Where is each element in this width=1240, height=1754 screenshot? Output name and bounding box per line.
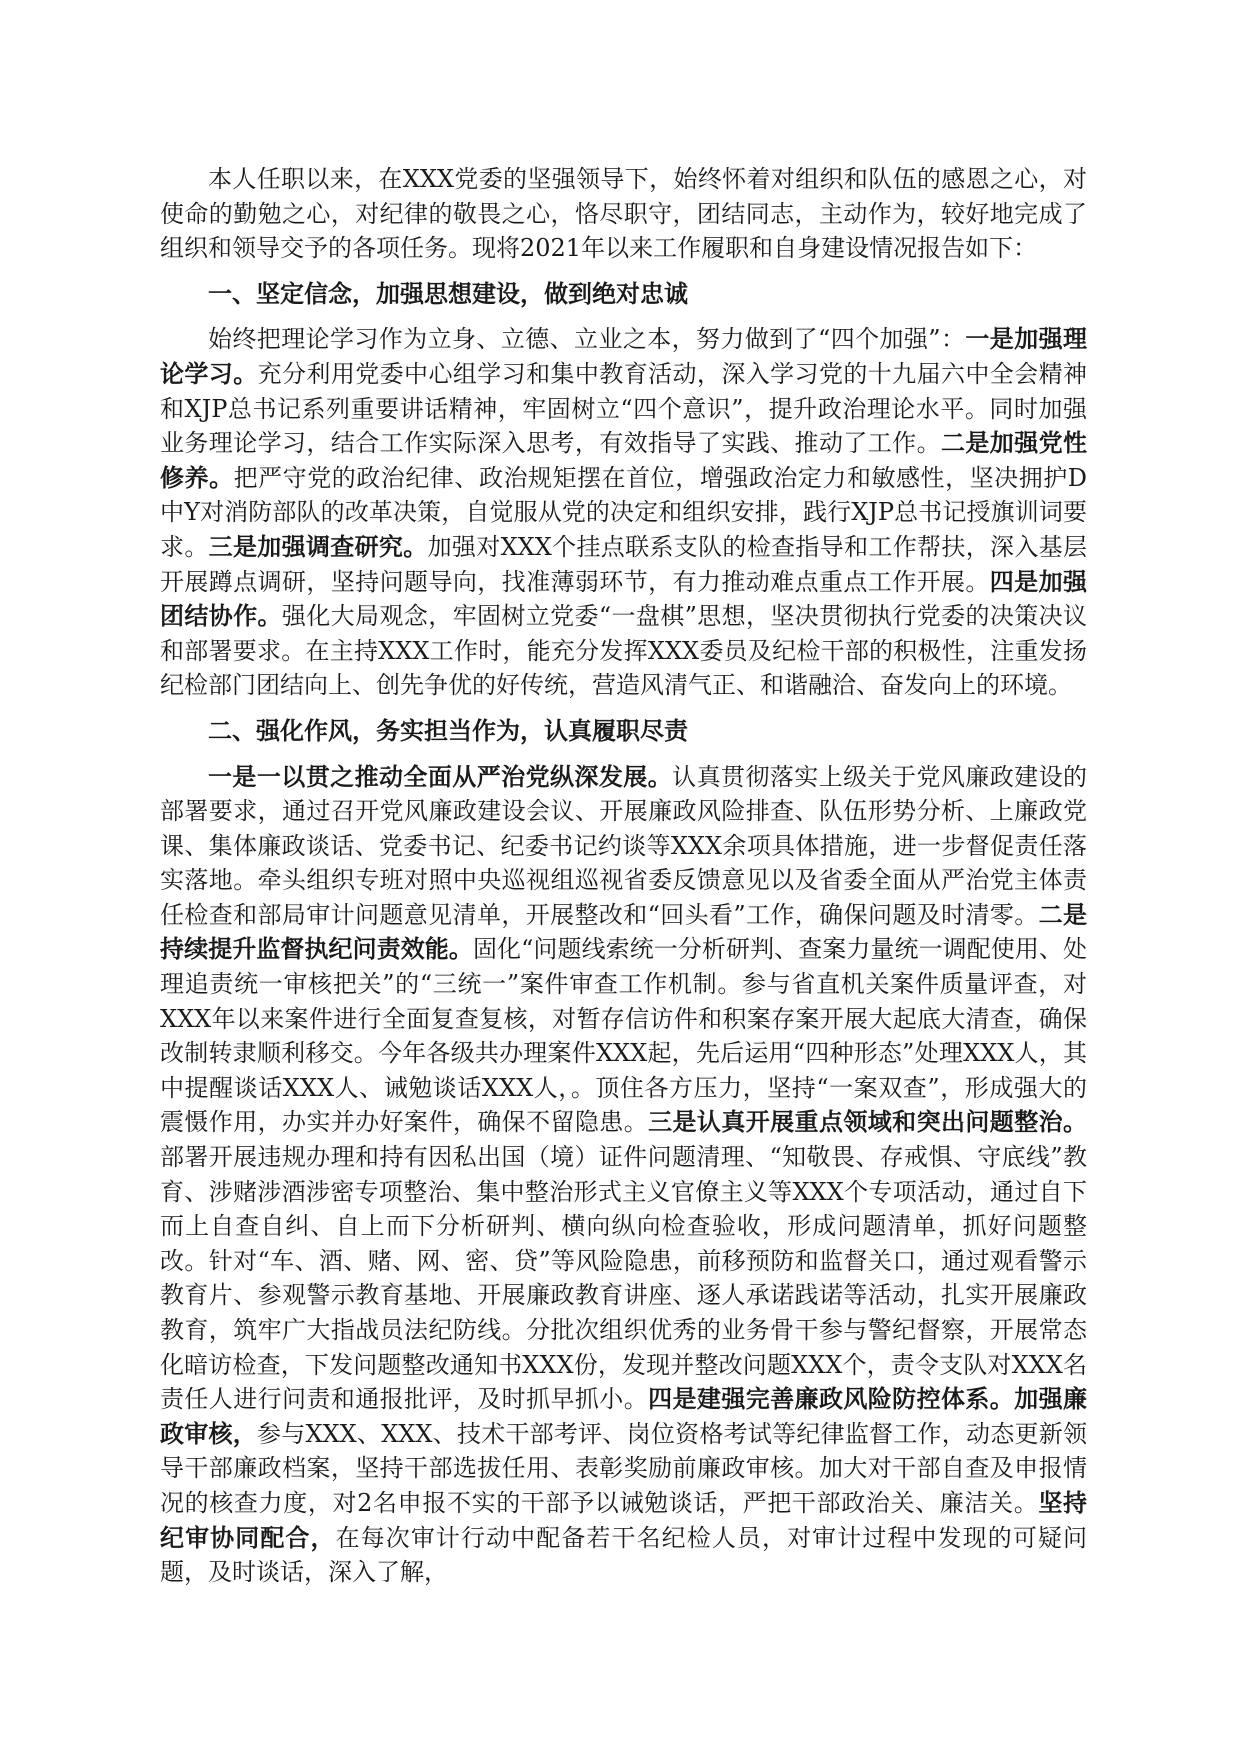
section-2-point-3-title: 三是认真开展重点领域和突出问题整治。 [648,1107,1088,1137]
section-1-point-3-title: 三是加强调查研究。 [208,531,428,561]
document-page [160,162,1087,1590]
section-1-point-4-text: 强化大局观念，牢固树立党委“一盘棋”思想，坚决贯彻执行党委的决策决议和部署要求。在主持XXX工作时，能充分发挥XXX委员及纪检干部的积极性，注重发扬纪检部门团结向上、创先争优的好传统，营造风清气正、和谐融洽、奋发向上的环境。 [160,602,1087,700]
section-2-point-3-text: 部署开展违规办理和持有因私出国（境）证件问题清理、“知敬畏、存戒惧、守底线”教育、涉赌涉酒涉密专项整治、集中整治形式主义官僚主义等XXX个专项活动，通过自下而上自查自纠、自上而下分析研判、横向纵向检查验收，形成问题清单，抓好问题整改。针对“车、酒、赌、网、密、贷”等风险隐患，前移预防和监督关口，通过观看警示教育片、参观警示教育基地、开展廉政教育讲座、逐人承诺践诺等活动，扎实开展廉政教育，筑牢广大指战员法纪防线。分批次组织优秀的业务骨干参与警纪督察，开展常态化暗访检查，下发问题整改通知书XXX份，发现并整改问题XXX个，责令支队对XXX名责任人进行问责和通报批评，及时抓早抓小。 [160,1143,1087,1414]
section-1-point-4-title: 四是加强团结协作。 [160,566,1087,631]
section-1-point-1-title: 一是加强理论学习。 [160,324,1087,388]
intro-paragraph: 本人任职以来，在XXX党委的坚强领导下，始终怀着对组织和队伍的感恩之心，对使命的勤勉之心，对纪律的敬畏之心，恪尽职守，团结同志，主动作为，较好地完成了组织和领导交予的各项任务。现将2021年以来工作履职和自身建设情况报告如下： [160,165,1087,263]
section-2-point-2-text: 固化“问题线索统一分析研判、查案力量统一调配使用、处理追责统一审核把关”的“三统一”案件审查工作机制。参与省直机关案件质量评查，对XXX年以来案件进行全面复查复核，对暂存信访件和积案存案开展大起底大清查，确保改制转隶顺利移交。今年各级共办理案件XXX起，先后运用“四种形态”处理XXX人，其中提醒谈话XXX人、诫勉谈话XXX人，。顶住各方压力，坚持“一案双查”，形成强大的震慑作用，办实并办好案件，确保不留隐患。 [160,935,1087,1137]
section-2-point-2-title: 二是持续提升监督执纪问责效能。 [160,899,1087,964]
section-1-paragraph [160,322,1087,703]
section-2-paragraph [160,760,1087,1590]
section-2-subpoint-2-title: 坚持纪审协同配合， [160,1487,1088,1552]
section-2-subpoint-2-text: 在每次审计行动中配备若干名纪检人员，对审计过程中发现的可疑问题，及时谈话，深入了解， [160,1523,1088,1587]
section-1-lead-text: 始终把理论学习作为立身、立德、立业之本，努力做到了“四个加强”： [208,325,966,354]
section-2-heading: 二、强化作风，务实担当作为，认真履职尽责 [208,715,688,745]
section-2-point-4-title: 四是建强完善廉政风险防控体系。 [648,1384,1015,1414]
section-1-heading: 一、坚定信念，加强思想建设，做到绝对忠诚 [208,278,688,308]
section-1-point-3-text: 加强对XXX个挂点联系支队的检查指导和工作帮扶，深入基层开展蹲点调研，坚持问题导向，找准薄弱环节，有力推动难点重点工作开展。 [160,532,1087,596]
section-1-point-1-text: 充分利用党委中心组学习和集中教育活动，深入学习党的十九届六中全会精神和XJP总书记系列重要讲话精神，牢固树立“四个意识”，提升政治理论水平。同时加强业务理论学习，结合工作实际深入思考，有效指导了实践、推动了工作。 [160,359,1088,458]
section-2-point-1-text: 认真贯彻落实上级关于党风廉政建设的部署要求，通过召开党风廉政建设会议、开展廉政风险排查、队伍形势分析、上廉政党课、集体廉政谈话、党委书记、纪委书记约谈等XXX余项具体措施，进一步督促责任落实落地。牵头组织专班对照中央巡视组巡视省委反馈意见以及省委全面从严治党主体责任检查和部局审计问题意见清单，开展整改和“回头看”工作，确保问题及时清零。 [160,762,1088,929]
section-2-subpoint-1-text: 参与XXX、XXX、技术干部考评、岗位资格考试等纪律监督工作，动态更新领导干部廉政档案，坚持干部选拔任用、表彰奖励前廉政审核。加大对干部自查及申报情况的核查力度，对2名申报不实的干部予以诫勉谈话，严把干部政治关、廉洁关。 [160,1419,1088,1517]
section-1-point-2-text: 把严守党的政治纪律、政治规矩摆在首位，增强政治定力和敏感性，坚决拥护D中Y对消防部队的改革决策，自觉服从党的决定和组织安排，践行XJP总书记授旗训词要求。 [160,463,1087,561]
section-1-point-2-title: 二是加强党性修养。 [160,428,1088,492]
section-2-point-1-title: 一是一以贯之推动全面从严治党纵深发展。 [208,761,673,791]
section-2-subpoint-1-title: 加强廉政审核， [160,1384,1088,1448]
